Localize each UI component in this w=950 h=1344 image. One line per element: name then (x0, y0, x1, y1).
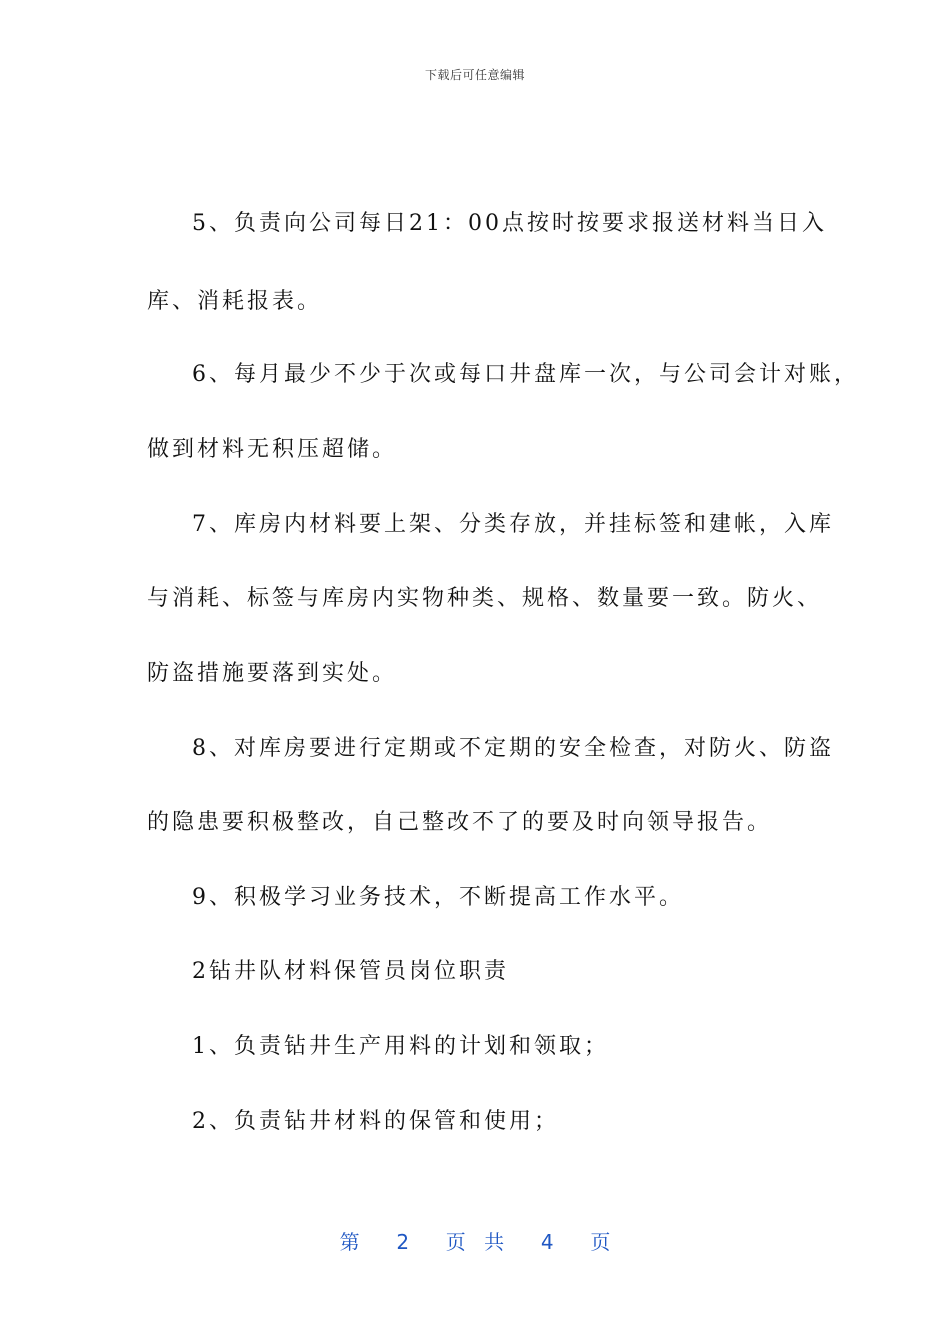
paragraph-line: 6、每月最少不少于次或每口井盘库一次，与公司会计对账， (192, 362, 859, 387)
paragraph-line: 防盗措施要落到实处。 (147, 661, 398, 686)
section-heading: 2钻井队材料保管员岗位职责 (192, 959, 509, 984)
header-note: 下载后可任意编辑 (424, 68, 525, 82)
paragraph-line: 8、对库房要进行定期或不定期的安全检查，对防火、防盗 (192, 736, 834, 761)
paragraph-line: 7、库房内材料要上架、分类存放，并挂标签和建帐，入库 (192, 512, 834, 537)
paragraph-line: 1、负责钻井生产用料的计划和领取； (192, 1034, 609, 1059)
paragraph-line: 5、负责向公司每日21：00点按时按要求报送材料当日入 (192, 211, 827, 236)
paragraph-line: 的隐患要积极整改，自己整改不了的要及时向领导报告。 (147, 810, 773, 835)
paragraph-line: 做到材料无积压超储。 (147, 437, 398, 462)
paragraph-line: 与消耗、标签与库房内实物种类、规格、数量要一致。防火、 (147, 586, 823, 611)
paragraph-line: 2、负责钻井材料的保管和使用； (192, 1109, 559, 1134)
page-number-label: 第 2 页 共 4 页 (339, 1230, 611, 1254)
page-number (0, 1226, 950, 1255)
paragraph-line: 9、积极学习业务技术，不断提高工作水平。 (192, 885, 684, 910)
paragraph-line: 库、消耗报表。 (147, 289, 323, 314)
